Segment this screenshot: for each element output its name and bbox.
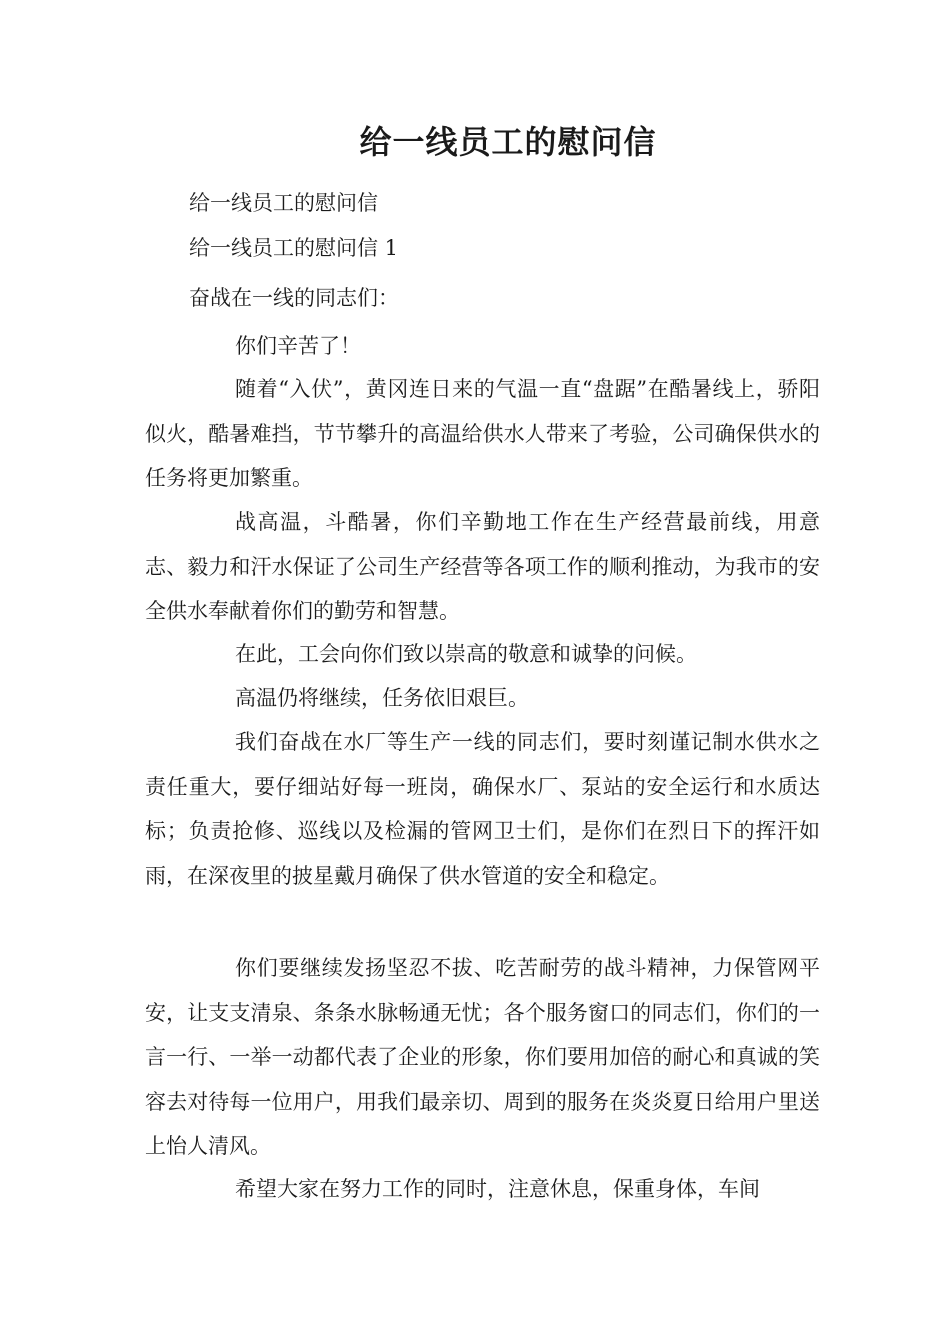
paragraph-hard-work: 战高温，斗酷暑，你们辛勤地工作在生产经营最前线，用意志、毅力和汗水保证了公司生产经营等各项工作的顺利推动，为我市的安全供水奉献着你们的勤劳和智慧。 (145, 510, 820, 623)
paragraph-health: 希望大家在努力工作的同时，注意休息，保重身体，车间 (235, 1177, 760, 1201)
document-title: 给一线员工的慰问信 (359, 123, 657, 161)
paragraph-respect: 在此，工会向你们致以崇高的敬意和诚挚的问候。 (235, 642, 697, 666)
letter-greeting: 奋战在一线的同志们： (189, 286, 399, 310)
document-subtitle: 给一线员工的慰问信 (189, 191, 378, 215)
paragraph-weather: 随着“入伏”，黄冈连日来的气温一直“盘踞”在酷暑线上，骄阳似火，酷暑难挡，节节攀升的高温给供水人带来了考验，公司确保供水的任务将更加繁重。 (145, 377, 820, 490)
section-heading: 给一线员工的慰问信 1 (189, 236, 399, 260)
paragraph-spirit: 你们要继续发扬坚忍不拔、吃苦耐劳的战斗精神，力保管网平安，让支支清泉、条条水脉畅通无忧；各个服务窗口的同志们，你们的一言一行、一举一动都代表了企业的形象，你们要用加倍的耐心和真诚的笑容去对待每一位用户，用我们最亲切、周到的服务在炎炎夏日给用户里送上怡人清风。 (145, 956, 820, 1158)
paragraph-frontline: 我们奋战在水厂等生产一线的同志们，要时刻谨记制水供水之责任重大，要仔细站好每一班岗，确保水厂、泵站的安全运行和水质达标；负责抢修、巡线以及检漏的管网卫士们，是你们在烈日下的挥汗如雨，在深夜里的披星戴月确保了供水管道的安全和稳定。 (145, 730, 820, 888)
paragraph-continue: 高温仍将继续，任务依旧艰巨。 (235, 686, 529, 710)
paragraph-thanks: 你们辛苦了！ (235, 334, 361, 358)
